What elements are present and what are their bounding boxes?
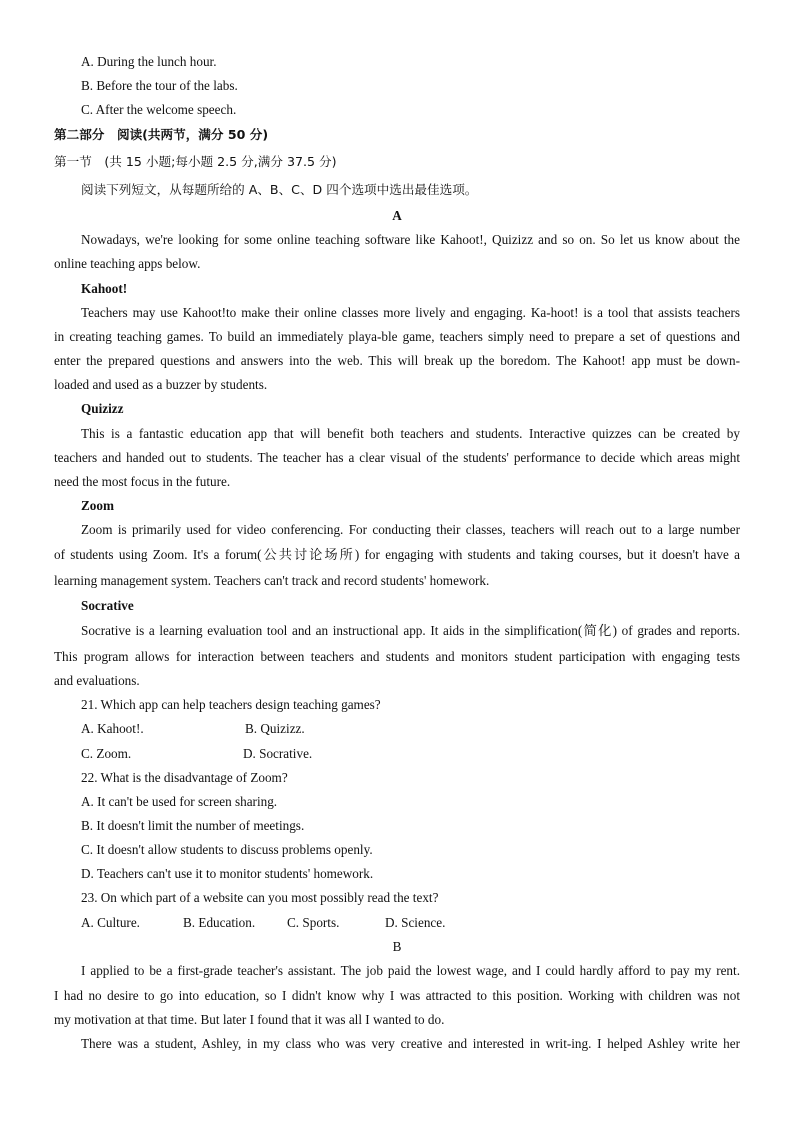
prev-option-c: C. After the welcome speech. [81,102,237,117]
passage-b-p2-line-1: There was a student, Ashley, in my class who was very creative and interested in writ-ing. I helped Ashley write her [81,1036,740,1051]
q22-option-c: C. It doesn't allow students to discuss problems openly. [81,842,373,857]
part2-title: 第二部分 阅读(共两节，满分 50 分) [54,127,269,142]
zoom-line-3: learning management system. Teachers can't track and record students' homework. [54,573,490,588]
prev-option-a: A. During the lunch hour. [81,54,217,69]
socrative-line-1: Socrative is a learning evaluation tool and an instructional app. It aids in the simplification(简化) of grades and reports. [81,623,740,638]
passage-b-p1-line-2: I had no desire to go into education, so I didn't know why I was attracted to this position. Working with children was not [54,988,740,1003]
passage-b-p1-line-3: my motivation at that time. But later I found that it was all I wanted to do. [54,1012,445,1027]
kahoot-line-1: Teachers may use Kahoot!to make their online classes more lively and engaging. Ka-hoot! is a tool that assists teachers [81,305,740,320]
kahoot-heading: Kahoot! [81,281,128,296]
quizizz-line-1: This is a fantastic education app that will benefit both teachers and students. Interactive quizzes can be created by [81,426,740,441]
zoom-line-1: Zoom is primarily used for video conferencing. For conducting their classes, teachers will reach out to a large number [81,522,740,537]
socrative-line-2: This program allows for interaction between teachers and students and monitors student participation with engaging tests [54,649,740,664]
zoom-line-2: of students using Zoom. It's a forum(公共讨论场所) for engaging with students and taking courses, but it doesn't have a [54,547,740,562]
q23-stem: 23. On which part of a website can you most possibly read the text? [81,890,439,905]
zoom-heading: Zoom [81,498,114,513]
quizizz-line-2: teachers and handed out to students. The teacher has a clear visual of the students' performance to decide which areas might [54,450,740,465]
kahoot-line-4: loaded and used as a buzzer by students. [54,377,268,392]
quizizz-line-3: need the most focus in the future. [54,474,231,489]
section1-title: 第一节 (共 15 小题;每小题 2.5 分,满分 37.5 分) [54,154,337,169]
q22-option-d: D. Teachers can't use it to monitor students' homework. [81,866,374,881]
passage-a-intro-line-2: online teaching apps below. [54,256,201,271]
kahoot-line-2: in creating teaching games. To build an immediately playa-ble game, teachers simply need to prepare a set of questions and [54,329,740,344]
q22-stem: 22. What is the disadvantage of Zoom? [81,770,288,785]
passage-a-label: A [392,208,402,223]
q23-option-b: B. Education. [183,915,256,930]
q23-option-a: A. Culture. [81,915,140,930]
socrative-heading: Socrative [81,598,134,613]
passage-a-intro-line-1: Nowadays, we're looking for some online teaching software like Kahoot!, Quizizz and so on. So let us know about the [81,232,740,247]
q21-option-b: B. Quizizz. [245,721,305,736]
q23-option-c: C. Sports. [287,915,340,930]
q22-option-b: B. It doesn't limit the number of meetings. [81,818,305,833]
instruction: 阅读下列短文，从每题所给的 A、B、C、D 四个选项中选出最佳选项。 [81,182,478,197]
q21-stem: 21. Which app can help teachers design teaching games? [81,697,381,712]
q21-option-a: A. Kahoot!. [81,721,144,736]
q21-option-d: D. Socrative. [243,746,313,761]
q21-option-c: C. Zoom. [81,746,132,761]
passage-b-label: B [392,939,402,954]
q23-option-d: D. Science. [385,915,446,930]
socrative-line-3: and evaluations. [54,673,140,688]
kahoot-line-3: enter the prepared questions and answers into the web. This will break up the boredom. The Kahoot! app must be down- [54,353,740,368]
quizizz-heading: Quizizz [81,401,124,416]
prev-option-b: B. Before the tour of the labs. [81,78,238,93]
q22-option-a: A. It can't be used for screen sharing. [81,794,278,809]
passage-b-p1-line-1: I applied to be a first-grade teacher's assistant. The job paid the lowest wage, and I could hardly afford to pay my rent. [81,963,740,978]
